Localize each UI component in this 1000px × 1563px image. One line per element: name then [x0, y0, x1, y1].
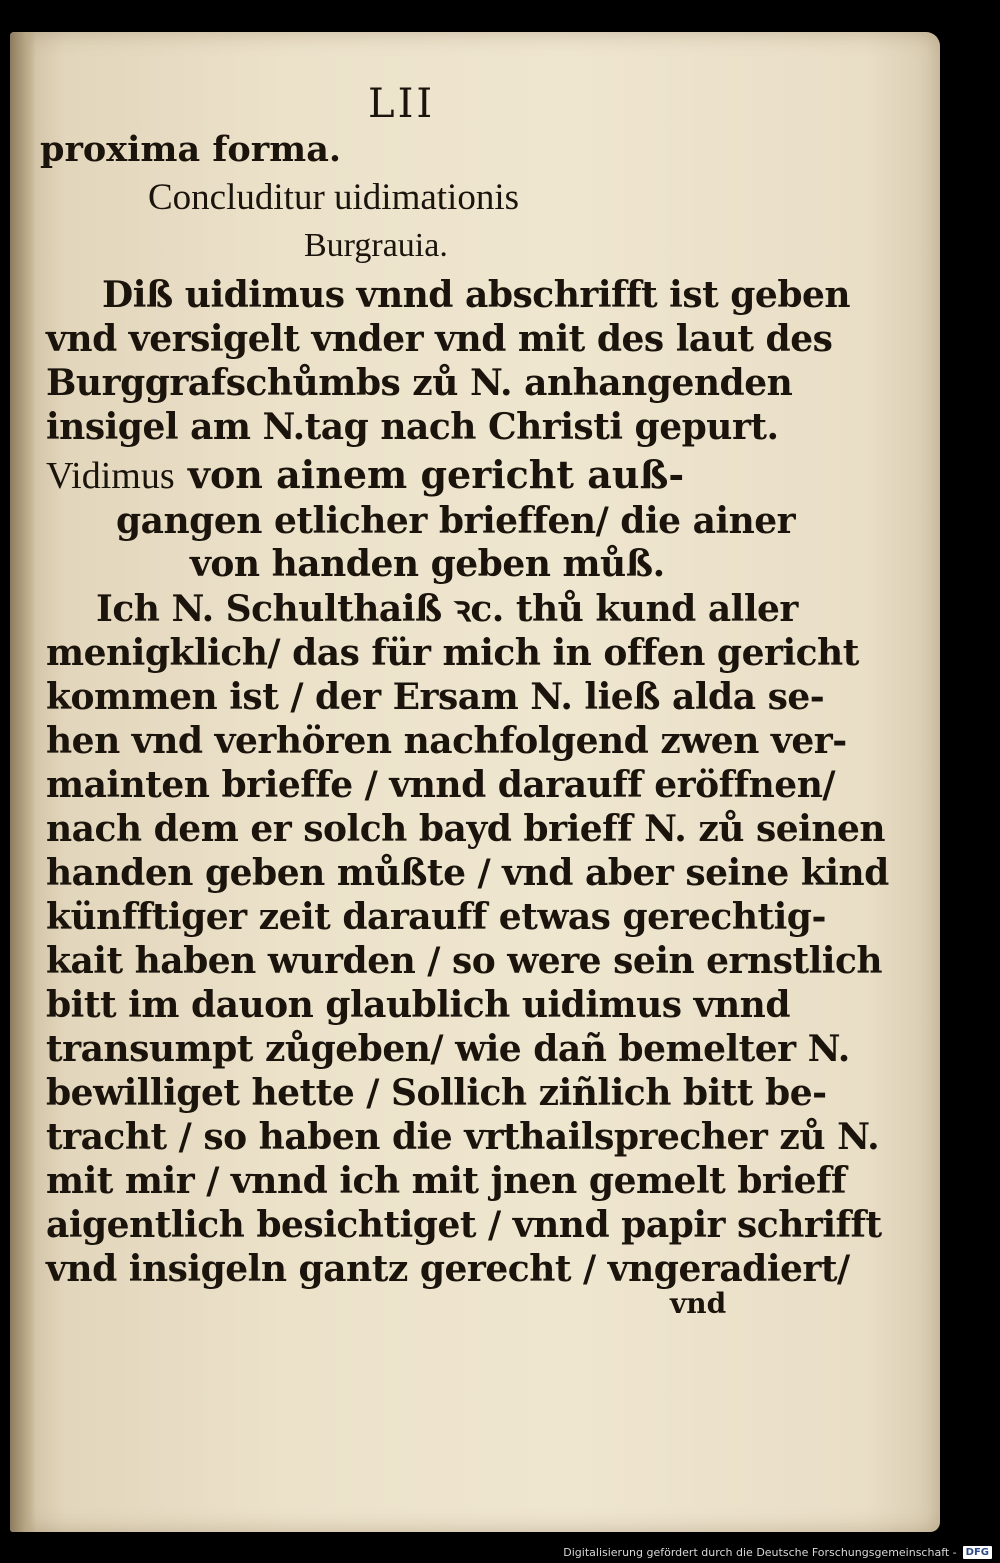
- digitization-credit: [563, 1546, 992, 1559]
- paragraph2-line: kait haben wurden / so were sein ernstlich: [46, 940, 883, 982]
- paragraph2-line: transumpt zůgeben/ wie dañ bemelter N.: [46, 1028, 850, 1070]
- paragraph2-line: mainten brieffe / vnnd darauff eröffnen/: [46, 764, 836, 806]
- paragraph2-line: vnd insigeln gantz gerecht / vngeradiert/: [46, 1248, 850, 1290]
- second-heading-line1: [46, 452, 685, 497]
- dfg-logo: DFG: [963, 1546, 992, 1559]
- running-text-line: proxima forma.: [40, 129, 342, 170]
- paragraph2-line: hen vnd verhören nachfolgend zwen ver-: [46, 720, 847, 762]
- second-heading-first-word: Vidimus: [46, 455, 175, 497]
- page-text-block: [10, 32, 940, 1532]
- folio-number: LII: [368, 81, 436, 127]
- credit-text: Digitalisierung gefördert durch die Deutsche Forschungsgemeinschaft -: [563, 1546, 957, 1559]
- book-page: [10, 32, 940, 1532]
- paragraph2-line: aigentlich besichtiget / vnnd papir schrifft: [46, 1204, 882, 1246]
- paragraph2-line: künfftiger zeit darauff etwas gerechtig-: [46, 896, 826, 938]
- paragraph1-line: vnd versigelt vnder vnd mit des laut des: [46, 318, 833, 360]
- paragraph2-line: tracht / so haben die vrthailsprecher zů N.: [46, 1116, 880, 1158]
- paragraph2-line: Ich N. Schulthaiß ꝛc. thů kund aller: [96, 588, 798, 630]
- paragraph2-line: handen geben můßte / vnd aber seine kind: [46, 852, 889, 894]
- second-heading-line3: von handen geben můß.: [190, 543, 665, 585]
- section-heading-subtitle: Burgrauia.: [304, 227, 448, 264]
- paragraph2-line: mit mir / vnnd ich mit jnen gemelt brieff: [46, 1160, 846, 1202]
- paragraph2-line: kommen ist / der Ersam N. ließ alda se-: [46, 676, 825, 718]
- paragraph2-line: bitt im dauon glaublich uidimus vnnd: [46, 984, 791, 1026]
- paragraph2-line: bewilliget hette / Sollich ziñlich bitt be-: [46, 1072, 827, 1114]
- second-heading-rest: von ainem gericht auß-: [187, 452, 685, 497]
- catchword: vnd: [670, 1287, 727, 1320]
- paragraph1-line: Burggrafschůmbs zů N. anhangenden: [46, 362, 793, 404]
- paragraph1-line: insigel am N.tag nach Christi gepurt.: [46, 406, 779, 448]
- paragraph2-line: menigklich/ das für mich in offen gericht: [46, 632, 859, 674]
- section-heading-title: Concluditur uidimationis: [148, 177, 520, 218]
- second-heading-line2: gangen etlicher brieffen/ die ainer: [116, 500, 796, 542]
- paragraph2-line: nach dem er solch bayd brieff N. zů seinen: [46, 808, 886, 850]
- paragraph1-line: Diß uidimus vnnd abschrifft ist geben: [102, 274, 851, 316]
